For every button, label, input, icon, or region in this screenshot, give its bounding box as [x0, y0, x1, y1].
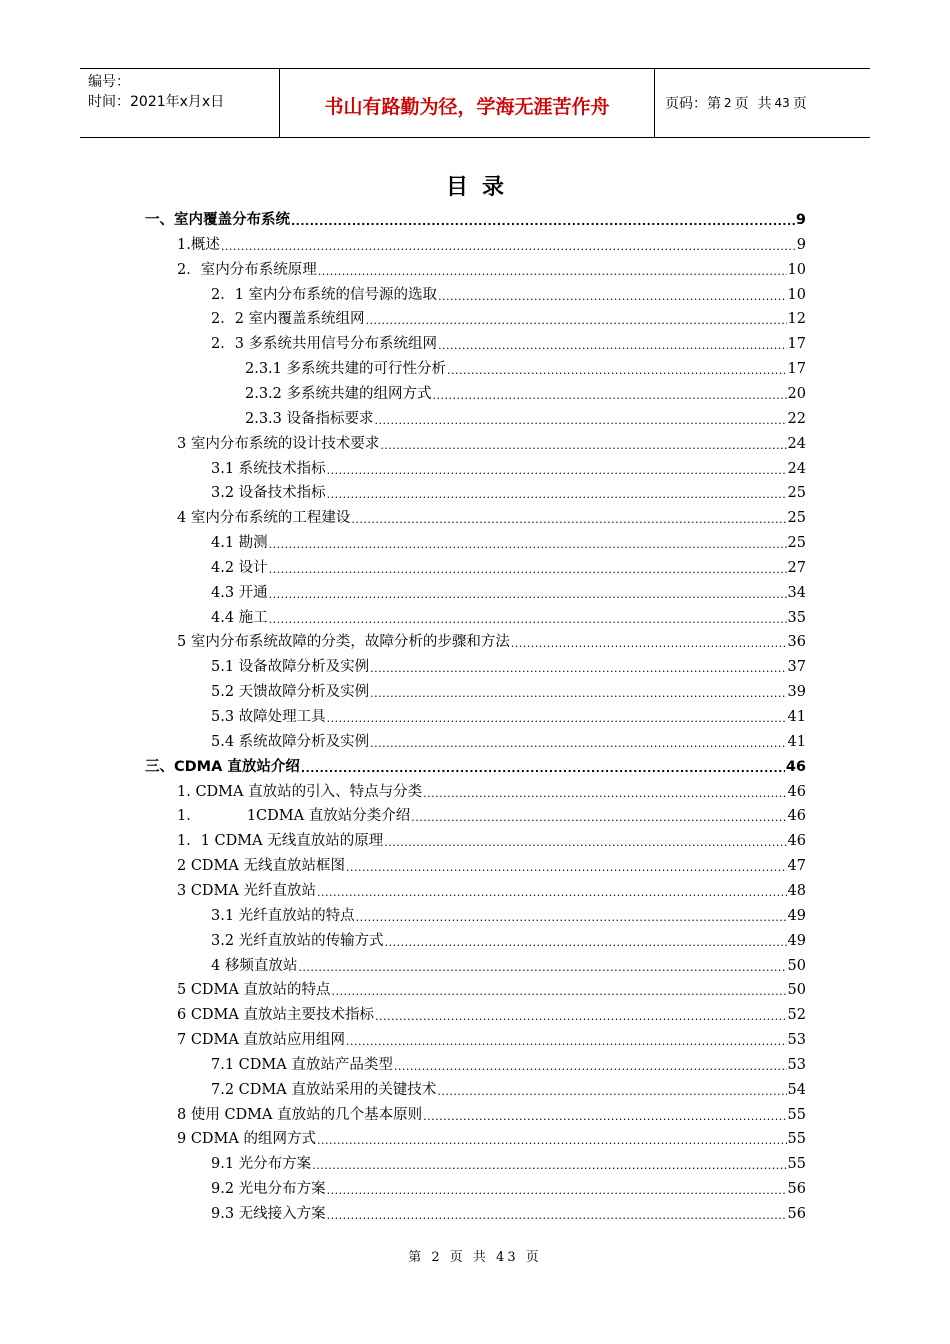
toc-entry-title: 7.1 CDMA 直放站产品类型 [211, 1056, 393, 1073]
toc-entry-title: 4.3 开通 [211, 584, 268, 601]
toc-entry[interactable] [177, 1103, 806, 1127]
toc-entry[interactable] [245, 407, 806, 431]
toc-dot-leader [423, 1107, 786, 1127]
header-meta [80, 69, 280, 137]
toc-entry-title: 2.3.1 多系统共建的可行性分析 [245, 361, 447, 378]
toc-entry-page: 52 [787, 1007, 806, 1024]
page-header [80, 68, 870, 138]
toc-entry-title: 一、室内覆盖分布系统 [145, 212, 290, 228]
toc-entry-title: 3.1 光纤直放站的特点 [211, 907, 355, 924]
toc-entry-page: 55 [787, 1106, 806, 1123]
toc-entry[interactable] [177, 233, 806, 257]
toc-entry[interactable] [211, 481, 806, 505]
toc-entry-title: 4.2 设计 [211, 559, 268, 576]
toc-dot-leader [433, 386, 787, 406]
toc-dot-leader [298, 958, 786, 978]
toc-entry-page: 34 [787, 584, 806, 601]
toc-dot-leader [411, 808, 786, 828]
toc-entry[interactable] [211, 1202, 806, 1226]
toc-entry-title: 4.4 施工 [211, 609, 268, 626]
toc-entry[interactable] [211, 283, 806, 307]
toc-entry-page: 55 [787, 1131, 806, 1148]
toc-entry[interactable] [177, 1003, 806, 1027]
toc-entry-page: 10 [787, 286, 806, 303]
toc-entry[interactable] [177, 854, 806, 878]
toc-entry-page: 25 [787, 535, 806, 552]
page-current: 2 [724, 96, 732, 110]
toc-entry-page: 48 [787, 882, 806, 899]
toc-entry-title: 6 CDMA 直放站主要技术指标 [177, 1007, 374, 1024]
toc-entry[interactable] [211, 556, 806, 580]
toc-dot-leader [384, 833, 786, 853]
toc-entry-page: 10 [787, 261, 806, 278]
toc-dot-leader [375, 411, 787, 431]
toc-dot-leader [269, 535, 787, 555]
header-motto: 书山有路勤为径，学海无涯苦作舟 [280, 69, 655, 137]
page-prefix: 页码：第 [665, 96, 721, 112]
toc-entry-title: 8 使用 CDMA 直放站的几个基本原则 [177, 1106, 423, 1123]
toc-entry-title: 3 CDMA 光纤直放站 [177, 882, 316, 899]
toc-entry[interactable] [177, 829, 806, 853]
toc-entry[interactable] [177, 630, 806, 654]
toc-entry-title: 5 室内分布系统故障的分类，故障分析的步骤和方法 [177, 634, 510, 651]
toc-entry[interactable] [145, 208, 806, 232]
toc-entry-page: 41 [787, 709, 806, 725]
toc-dot-leader [301, 759, 785, 779]
toc-entry[interactable] [177, 978, 806, 1002]
page-footer: 第 2 页 共 43 页 [408, 1250, 542, 1265]
toc-entry-title: 9.2 光电分布方案 [211, 1181, 326, 1198]
toc-entry-title: 5.1 设备故障分析及实例 [211, 659, 370, 676]
toc-entry-title: 4.1 勘测 [211, 535, 268, 552]
toc-entry-page: 27 [787, 559, 806, 576]
toc-dot-leader [269, 585, 787, 605]
toc-dot-leader [312, 1156, 786, 1176]
toc-entry-page: 55 [787, 1156, 806, 1173]
toc-entry-title: 3.1 系统技术指标 [211, 460, 326, 477]
toc-entry-page: 9 [796, 236, 806, 253]
toc-dot-leader [346, 1032, 787, 1052]
toc-entry[interactable] [177, 258, 806, 282]
toc-entry-page: 56 [787, 1206, 806, 1222]
toc-dot-leader [317, 883, 787, 903]
toc-entry-page: 41 [787, 733, 806, 750]
toc-dot-leader [370, 684, 786, 704]
toc-entry[interactable] [211, 531, 806, 555]
toc-entry-page: 9 [795, 212, 806, 228]
toc-entry-page: 46 [787, 808, 806, 825]
toc-entry-page: 22 [787, 410, 806, 427]
toc-entry-page: 47 [787, 858, 806, 875]
toc-dot-leader [221, 237, 796, 257]
toc-dot-leader [346, 858, 787, 878]
time-label: 时间：2021年x月x日 [88, 94, 225, 110]
toc-entry-page: 17 [787, 361, 806, 378]
toc-entry-title: 1． 1CDMA 直放站分类介绍 [177, 808, 411, 825]
toc-entry-page: 17 [787, 336, 806, 353]
toc-entry[interactable] [211, 954, 806, 978]
toc-entry[interactable] [177, 879, 806, 903]
toc-dot-leader [327, 709, 787, 729]
toc-entry-title: 5.3 故障处理工具 [211, 709, 326, 725]
toc-entry-page: 53 [787, 1056, 806, 1073]
toc-entry[interactable] [245, 357, 806, 381]
toc-entry-title: 2.3.2 多系统共建的组网方式 [245, 385, 432, 402]
toc-entry-title: 2．3 多系统共用信号分布系统组网 [211, 336, 438, 353]
toc-dot-leader [269, 610, 787, 630]
toc-entry[interactable] [211, 457, 806, 481]
toc-dot-leader [423, 784, 786, 804]
toc-entry-title: 9 CDMA 的组网方式 [177, 1131, 316, 1148]
toc-entry-page: 46 [787, 783, 806, 800]
toc-entry[interactable] [145, 755, 806, 779]
toc-dot-leader [370, 734, 786, 754]
toc-dot-leader [370, 659, 786, 679]
toc-entry-title: 2．1 室内分布系统的信号源的选取 [211, 286, 438, 303]
toc-entry-page: 54 [787, 1081, 806, 1098]
toc-entry[interactable] [177, 432, 806, 456]
toc-entry[interactable] [211, 904, 806, 928]
toc-entry-title: 9.3 无线接入方案 [211, 1206, 326, 1222]
toc-dot-leader [269, 560, 787, 580]
toc-entry[interactable] [177, 804, 806, 828]
toc-dot-leader [327, 485, 787, 505]
toc-entry-page: 49 [787, 932, 806, 949]
toc-entry[interactable] [211, 1078, 806, 1102]
toc-title: 目录 [445, 175, 518, 200]
toc-dot-leader [351, 510, 786, 530]
toc-entry[interactable] [211, 1177, 806, 1201]
page-mid: 页 共 [734, 96, 772, 112]
toc-entry[interactable] [177, 1028, 806, 1052]
toc-entry-page: 56 [787, 1181, 806, 1198]
toc-dot-leader [394, 1057, 787, 1077]
toc-entry-title: 7 CDMA 直放站应用组网 [177, 1032, 345, 1049]
toc-entry-title: 1. CDMA 直放站的引入、特点与分类 [177, 783, 423, 800]
toc-entry-title: 3.2 设备技术指标 [211, 485, 326, 502]
toc-entry-title: 5.4 系统故障分析及实例 [211, 733, 370, 750]
toc-entry-page: 25 [787, 485, 806, 502]
toc-entry-title: 2 CDMA 无线直放站框图 [177, 858, 345, 875]
toc-dot-leader [317, 1131, 787, 1151]
toc-entry-page: 46 [787, 833, 806, 850]
toc-dot-leader [331, 982, 786, 1002]
toc-entry-page: 35 [787, 609, 806, 626]
toc-entry[interactable] [211, 1053, 806, 1077]
toc-entry-title: 2.3.3 设备指标要求 [245, 410, 374, 427]
toc-dot-leader [438, 287, 786, 307]
page-total: 43 [774, 96, 790, 110]
toc-dot-leader [327, 1206, 787, 1226]
toc-entry[interactable] [211, 730, 806, 754]
toc-entry-page: 50 [787, 957, 806, 974]
toc-dot-leader [438, 336, 786, 356]
toc-entry-page: 50 [787, 982, 806, 999]
toc-entry-title: 9.1 光分布方案 [211, 1156, 312, 1173]
toc-dot-leader [356, 908, 787, 928]
toc-dot-leader [380, 436, 786, 456]
page-suffix: 页 [792, 96, 807, 112]
toc-dot-leader [375, 1007, 787, 1027]
toc-entry-page: 20 [787, 385, 806, 402]
toc-entry[interactable] [211, 1152, 806, 1176]
toc-entry-page: 46 [785, 758, 806, 775]
toc-dot-leader [318, 262, 787, 282]
toc-entry-page: 37 [787, 659, 806, 676]
toc-entry-page: 36 [787, 634, 806, 651]
toc-entry-page: 25 [787, 510, 806, 527]
number-label: 编号： [88, 74, 130, 90]
toc-entry-title: 三、CDMA 直放站介绍 [145, 758, 300, 775]
toc-entry-title: 7.2 CDMA 直放站采用的关键技术 [211, 1081, 437, 1098]
toc-entry[interactable] [211, 332, 806, 356]
toc-entry[interactable] [211, 606, 806, 630]
toc-entry-page: 53 [787, 1032, 806, 1049]
toc-entry-title: 3.2 光纤直放站的传输方式 [211, 932, 384, 949]
toc-dot-leader [291, 212, 795, 232]
toc-dot-leader [366, 311, 787, 331]
toc-entry[interactable] [177, 1127, 806, 1151]
toc-entry-page: 49 [787, 907, 806, 924]
toc-dot-leader [511, 634, 787, 654]
toc-entry[interactable] [211, 929, 806, 953]
toc-entry[interactable] [211, 705, 806, 729]
toc-entry[interactable] [177, 506, 806, 530]
toc-entry-page: 24 [787, 435, 806, 452]
toc-entry-title: 2．室内分布系统原理 [177, 261, 317, 278]
toc-entry[interactable] [211, 655, 806, 679]
toc-entry[interactable] [211, 307, 806, 331]
toc-entry-title: 4 室内分布系统的工程建设 [177, 510, 351, 527]
toc-entry-title: 1.概述 [177, 236, 220, 253]
header-page-info [655, 69, 870, 137]
toc-entry[interactable] [211, 581, 806, 605]
toc-entry[interactable] [177, 780, 806, 804]
toc-dot-leader [327, 1181, 787, 1201]
toc-entry[interactable] [211, 680, 806, 704]
toc-entry-title: 2．2 室内覆盖系统组网 [211, 311, 365, 328]
toc-dot-leader [327, 461, 787, 481]
toc-dot-leader [447, 361, 787, 381]
toc-entry-title: 5 CDMA 直放站的特点 [177, 982, 331, 999]
toc-entry-page: 12 [787, 311, 806, 328]
toc-entry-title: 5.2 天馈故障分析及实例 [211, 684, 370, 701]
toc-entry-title: 4 移频直放站 [211, 957, 298, 974]
toc-entry-title: 1．1 CDMA 无线直放站的原理 [177, 833, 384, 850]
toc-entry-page: 39 [787, 684, 806, 701]
toc-entry-title: 3 室内分布系统的设计技术要求 [177, 435, 380, 452]
toc-dot-leader [437, 1082, 786, 1102]
toc-entry-page: 24 [787, 460, 806, 477]
toc-dot-leader [385, 933, 787, 953]
toc-entry[interactable] [245, 382, 806, 406]
